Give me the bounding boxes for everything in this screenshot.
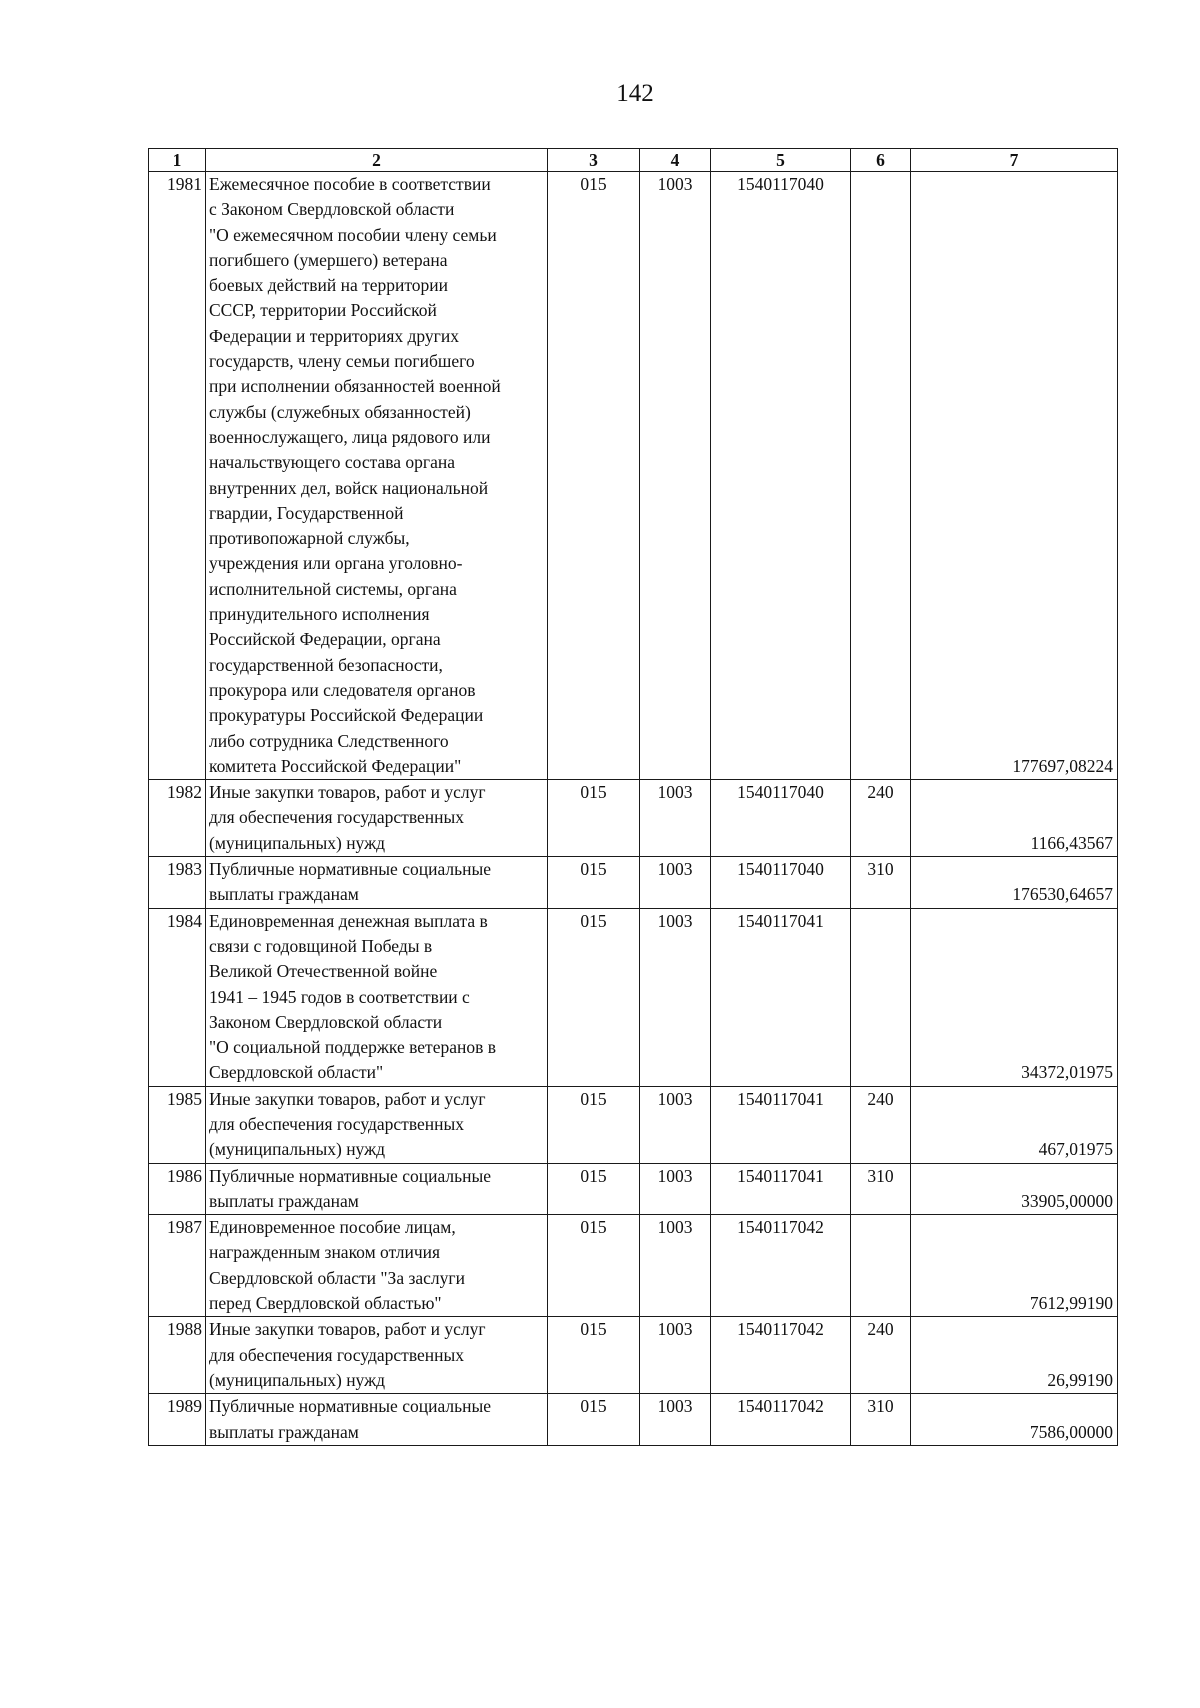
- table-row: [149, 1394, 1118, 1446]
- row-code-3: 015: [548, 1163, 640, 1215]
- header-cell: 1: [149, 149, 206, 172]
- row-code-4: 1003: [640, 1317, 711, 1394]
- row-code-4: 1003: [640, 172, 711, 780]
- table-row: [149, 908, 1118, 1086]
- row-amount: 26,99190: [911, 1317, 1118, 1394]
- header-row: [149, 149, 1118, 172]
- row-number: 1983: [149, 857, 206, 909]
- budget-table: [148, 148, 1118, 1446]
- row-code-5: 1540117042: [711, 1215, 851, 1317]
- header-cell: 5: [711, 149, 851, 172]
- row-code-5: 1540117041: [711, 1163, 851, 1215]
- table-row: [149, 1215, 1118, 1317]
- header-cell: 7: [911, 149, 1118, 172]
- row-amount: 467,01975: [911, 1086, 1118, 1163]
- row-number: 1981: [149, 172, 206, 780]
- row-amount: 176530,64657: [911, 857, 1118, 909]
- table-row: [149, 780, 1118, 857]
- row-code-4: 1003: [640, 857, 711, 909]
- row-name: Публичные нормативные социальные выплаты гражданам: [206, 857, 548, 909]
- row-amount: 34372,01975: [911, 908, 1118, 1086]
- row-code-6: [851, 172, 911, 780]
- row-name: Единовременное пособие лицам, награжденным знаком отличия Свердловской области "За заслуги перед Свердловской областью": [206, 1215, 548, 1317]
- header-cell: 2: [206, 149, 548, 172]
- row-code-5: 1540117041: [711, 908, 851, 1086]
- row-name: Иные закупки товаров, работ и услуг для обеспечения государственных (муниципальных) нужд: [206, 780, 548, 857]
- table-row: [149, 857, 1118, 909]
- row-code-5: 1540117040: [711, 780, 851, 857]
- row-code-3: 015: [548, 1317, 640, 1394]
- row-code-5: 1540117040: [711, 857, 851, 909]
- row-code-5: 1540117041: [711, 1086, 851, 1163]
- table-row: [149, 1317, 1118, 1394]
- row-code-3: 015: [548, 1394, 640, 1446]
- row-code-6: [851, 908, 911, 1086]
- table-row: [149, 172, 1118, 780]
- row-code-3: 015: [548, 1215, 640, 1317]
- row-number: 1986: [149, 1163, 206, 1215]
- row-code-5: 1540117042: [711, 1394, 851, 1446]
- row-amount: 1166,43567: [911, 780, 1118, 857]
- table-row: [149, 1163, 1118, 1215]
- row-amount: 177697,08224: [911, 172, 1118, 780]
- row-number: 1984: [149, 908, 206, 1086]
- row-code-4: 1003: [640, 1086, 711, 1163]
- row-code-5: 1540117040: [711, 172, 851, 780]
- row-number: 1982: [149, 780, 206, 857]
- header-cell: 3: [548, 149, 640, 172]
- row-code-3: 015: [548, 908, 640, 1086]
- row-number: 1989: [149, 1394, 206, 1446]
- row-code-4: 1003: [640, 1163, 711, 1215]
- row-code-6: 240: [851, 780, 911, 857]
- row-name: Единовременная денежная выплата в связи с годовщиной Победы в Великой Отечественной войне 1941 – 1945 годов в соответствии с Законом Свердловской области "О социальной поддержке ветеранов в Свердловской области": [206, 908, 548, 1086]
- row-number: 1985: [149, 1086, 206, 1163]
- row-amount: 7612,99190: [911, 1215, 1118, 1317]
- row-code-6: 310: [851, 857, 911, 909]
- row-name: Иные закупки товаров, работ и услуг для обеспечения государственных (муниципальных) нужд: [206, 1086, 548, 1163]
- row-amount: 33905,00000: [911, 1163, 1118, 1215]
- row-number: 1987: [149, 1215, 206, 1317]
- row-name: Ежемесячное пособие в соответствии с Законом Свердловской области "О ежемесячном пособии члену семьи погибшего (умершего) ветерана боевых действий на территории СССР, территории Российской Федерации и территориях других государств, члену семьи погибшего при исполнении обязанностей военной службы (служебных обязанностей) военнослужащего, лица рядового или начальствующего состава органа внутренних дел, войск национальной гвардии, Государственной противопожарной службы, учреждения или органа уголовно- исполнительной системы, органа принудительного исполнения Российской Федерации, органа государственной безопасности, прокурора или следователя органов прокуратуры Российской Федерации либо сотрудника Следственного комитета Российской Федерации": [206, 172, 548, 780]
- row-code-6: [851, 1215, 911, 1317]
- row-code-5: 1540117042: [711, 1317, 851, 1394]
- row-code-6: 240: [851, 1086, 911, 1163]
- row-code-4: 1003: [640, 780, 711, 857]
- page-number: 142: [616, 80, 654, 107]
- row-code-3: 015: [548, 1086, 640, 1163]
- row-name: Иные закупки товаров, работ и услуг для обеспечения государственных (муниципальных) нужд: [206, 1317, 548, 1394]
- row-code-3: 015: [548, 780, 640, 857]
- row-name: Публичные нормативные социальные выплаты гражданам: [206, 1163, 548, 1215]
- row-code-4: 1003: [640, 1215, 711, 1317]
- row-code-4: 1003: [640, 1394, 711, 1446]
- table-row: [149, 1086, 1118, 1163]
- header-cell: 6: [851, 149, 911, 172]
- row-code-6: 240: [851, 1317, 911, 1394]
- row-code-3: 015: [548, 857, 640, 909]
- row-number: 1988: [149, 1317, 206, 1394]
- row-code-6: 310: [851, 1394, 911, 1446]
- row-name: Публичные нормативные социальные выплаты гражданам: [206, 1394, 548, 1446]
- row-code-6: 310: [851, 1163, 911, 1215]
- row-amount: 7586,00000: [911, 1394, 1118, 1446]
- header-cell: 4: [640, 149, 711, 172]
- row-code-4: 1003: [640, 908, 711, 1086]
- row-code-3: 015: [548, 172, 640, 780]
